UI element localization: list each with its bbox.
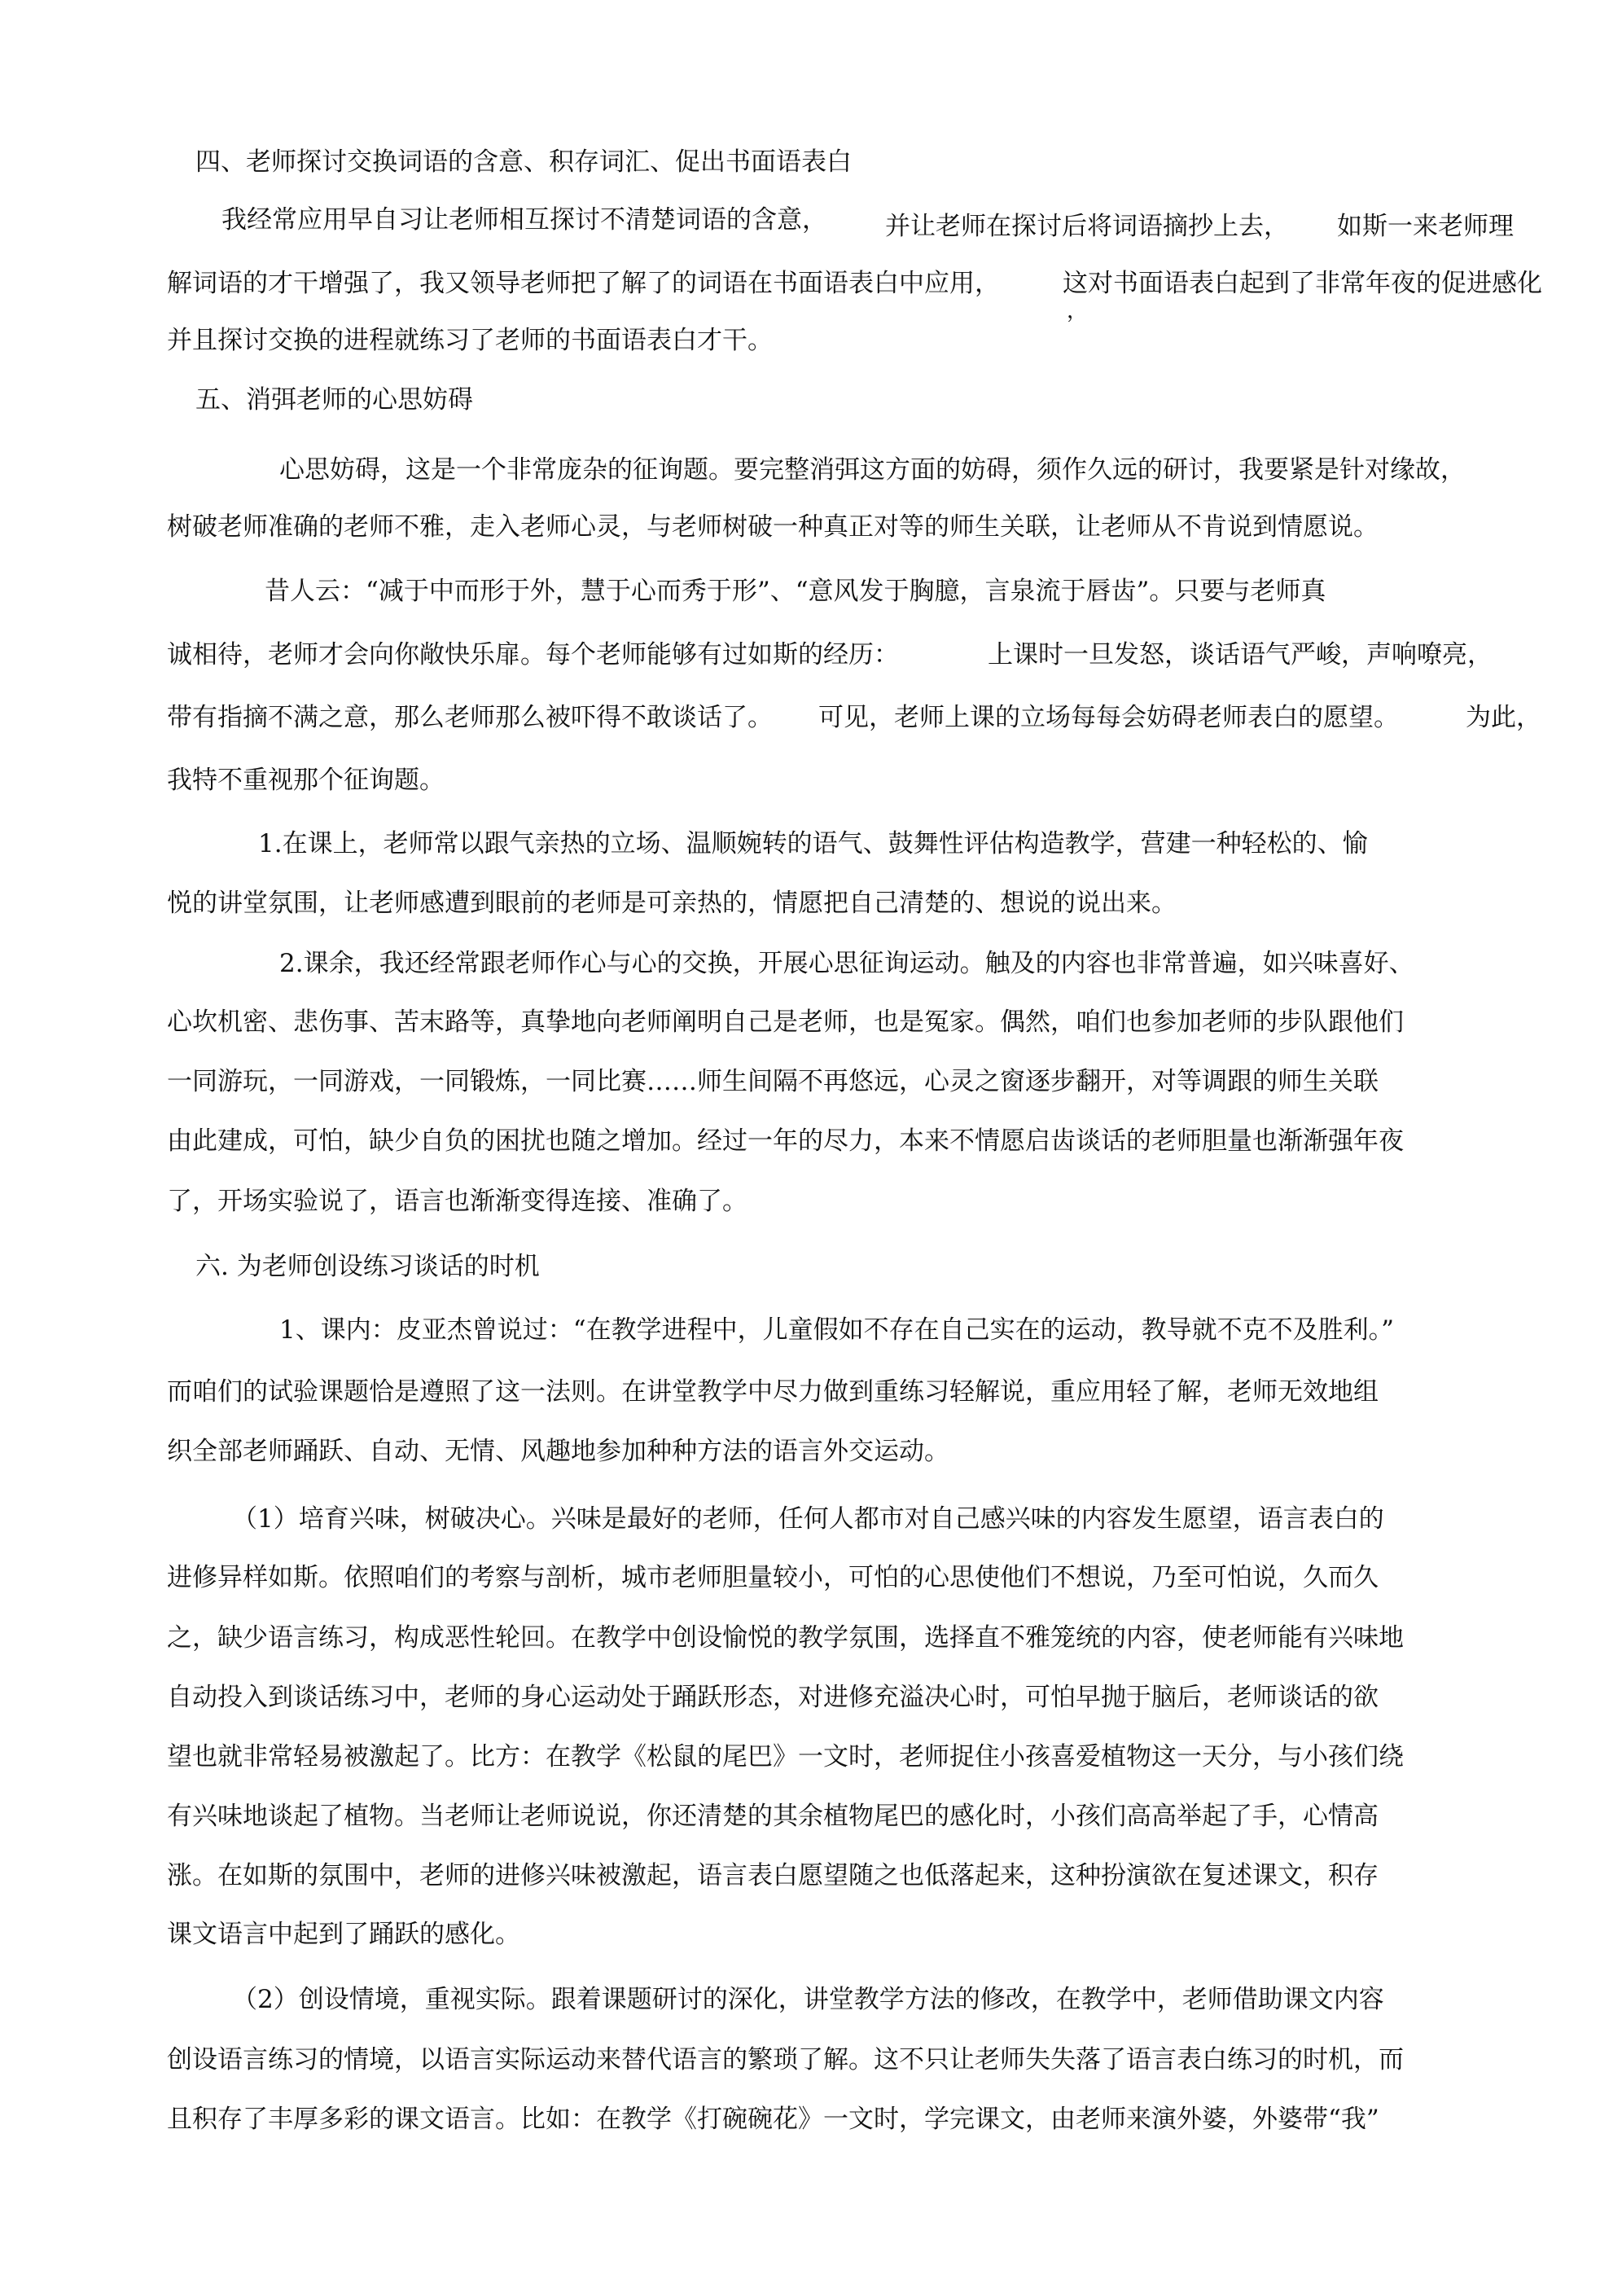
paragraph-line: 可见，老师上课的立场每每会妨碍老师表白的愿望。	[818, 703, 1399, 732]
paragraph-line: 由此建成，可怕，缺少自负的困扰也随之增加。经过一年的尽力，本来不情愿启齿谈话的老师胆量也渐渐强年夜	[167, 1126, 1404, 1156]
paragraph-line: 一同游玩，一同游戏，一同锻炼，一同比赛……师生间隔不再悠远，心灵之窗逐步翻开，对等调跟的师生关联	[167, 1067, 1379, 1096]
paragraph-line: 进修异样如斯。依照咱们的考察与剖析，城市老师胆量较小，可怕的心思使他们不想说，乃至可怕说，久而久	[167, 1563, 1379, 1592]
paragraph-line: 如斯一来老师理	[1337, 212, 1514, 241]
paragraph-line: 我特不重视那个征询题。	[167, 766, 445, 795]
paragraph-line: 心坎机密、悲伤事、苦末路等，真挚地向老师阐明自己是老师，也是冤家。偶然，咱们也参加老师的步队跟他们	[167, 1008, 1404, 1037]
paragraph-line: 并且探讨交换的进程就练习了老师的书面语表白才干。	[167, 326, 773, 355]
paragraph-line: （2）创设情境，重视实际。跟着课题研讨的深化，讲堂教学方法的修改，在教学中，老师借助课文内容	[232, 1985, 1384, 2014]
paragraph-line: 带有指摘不满之意，那么老师那么被吓得不敢谈话了。	[167, 703, 773, 732]
paragraph-line: 我经常应用早自习让老师相互探讨不清楚词语的含意，	[221, 205, 827, 235]
paragraph-line: 而咱们的试验课题恰是遵照了这一法则。在讲堂教学中尽力做到重练习轻解说，重应用轻了解，老师无效地组	[167, 1377, 1379, 1407]
paragraph-line: 涨。在如斯的氛围中，老师的进修兴味被激起，语言表白愿望随之也低落起来，这种扮演欲在复述课文，积存	[167, 1861, 1379, 1890]
paragraph-line: 昔人云：“减于中而形于外，慧于心而秀于形”、“意风发于胸臆，言泉流于唇齿”。只要与老师真	[265, 577, 1326, 606]
paragraph-line: 自动投入到谈话练习中，老师的身心运动处于踊跃形态，对进修充溢决心时，可怕早抛于脑后，老师谈话的欲	[167, 1683, 1379, 1712]
paragraph-line: 为此，	[1466, 703, 1541, 732]
paragraph-line: 了，开场实验说了，语言也渐渐变得连接、准确了。	[167, 1187, 747, 1216]
paragraph-line: 上课时一旦发怒，谈话语气严峻，声响嘹亮，	[988, 640, 1493, 669]
paragraph-line: （1）培育兴味，树破决心。兴味是最好的老师，任何人都市对自己感兴味的内容发生愿望，语言表白的	[232, 1504, 1384, 1534]
stray-comma: ，	[1067, 299, 1089, 323]
paragraph-line: 心思妨碍，这是一个非常庞杂的征询题。要完整消弭这方面的妨碍，须作久远的研讨，我要紧是针对缘故，	[279, 455, 1466, 485]
paragraph-line: 悦的讲堂氛围，让老师感遭到眼前的老师是可亲热的，情愿把自己清楚的、想说的说出来。	[167, 889, 1177, 918]
paragraph-line: 这对书面语表白起到了非常年夜的促进感化	[1063, 269, 1542, 298]
paragraph-line: 有兴味地谈起了植物。当老师让老师说说，你还清楚的其余植物尾巴的感化时，小孩们高高举起了手，心情高	[167, 1802, 1379, 1831]
section-heading-6: 六. 为老师创设练习谈话的时机	[195, 1252, 540, 1281]
paragraph-line: 解词语的才干增强了，我又领导老师把了解了的词语在书面语表白中应用，	[167, 269, 1000, 298]
list-item-1: 1.在课上，老师常以跟气亲热的立场、温顺婉转的语气、鼓舞性评估构造教学，营建一种轻松的、愉	[258, 829, 1368, 858]
paragraph-line: 1、课内：皮亚杰曾说过：“在教学进程中，儿童假如不存在自己实在的运动，教导就不克不及胜利。”	[279, 1315, 1394, 1345]
paragraph-line: 诚相待，老师才会向你敞快乐扉。每个老师能够有过如斯的经历：	[167, 640, 899, 669]
paragraph-line: 课文语言中起到了踊跃的感化。	[167, 1920, 520, 1949]
paragraph-line: 并让老师在探讨后将词语摘抄上去，	[885, 212, 1289, 241]
list-item-2: 2.课余，我还经常跟老师作心与心的交换，开展心思征询运动。触及的内容也非常普遍，如兴味喜好、	[279, 949, 1414, 978]
paragraph-line: 创设语言练习的情境，以语言实际运动来替代语言的繁琐了解。这不只让老师失失落了语言表白练习的时机，而	[167, 2045, 1404, 2074]
paragraph-line: 之，缺少语言练习，构成恶性轮回。在教学中创设愉悦的教学氛围，选择直不雅笼统的内容，使老师能有兴味地	[167, 1623, 1404, 1653]
section-heading-5: 五、消弭老师的心思妨碍	[195, 385, 473, 415]
paragraph-line: 且积存了丰厚多彩的课文语言。比如：在教学《打碗碗花》一文时，学完课文，由老师来演外婆，外婆带“我”	[167, 2105, 1379, 2134]
paragraph-line: 织全部老师踊跃、自动、无情、风趣地参加种种方法的语言外交运动。	[167, 1437, 949, 1466]
paragraph-line: 望也就非常轻易被激起了。比方：在教学《松鼠的尾巴》一文时，老师捉住小孩喜爱植物这一天分，与小孩们绕	[167, 1742, 1404, 1771]
paragraph-line: 树破老师准确的老师不雅，走入老师心灵，与老师树破一种真正对等的师生关联，让老师从不肯说到情愿说。	[167, 512, 1379, 542]
section-heading-4: 四、老师探讨交换词语的含意、积存词汇、促出书面语表白	[195, 147, 852, 177]
